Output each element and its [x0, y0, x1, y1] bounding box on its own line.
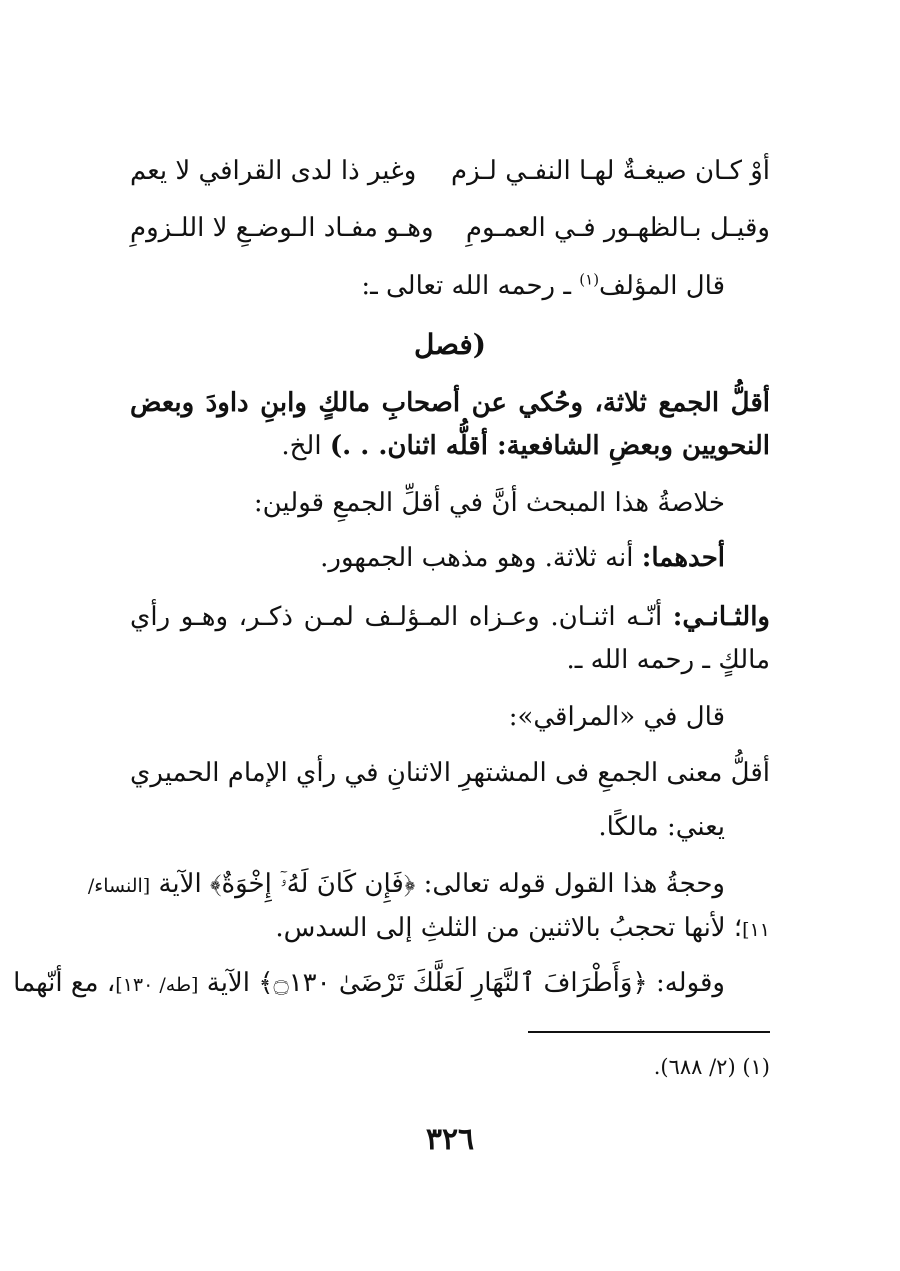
verse-couplet-1 — [130, 151, 770, 191]
proof-line-3 — [13, 963, 725, 1005]
quote-line-2-rest: الخ. — [281, 431, 330, 461]
summary-paragraph: خلاصةُ هذا المبحث أنَّ في أقلِّ الجمعِ قولين: — [253, 488, 725, 518]
quran-ref-nisa: [النساء/ — [87, 875, 151, 897]
quote-line-2 — [130, 426, 770, 466]
quote-line-1: أقلُّ الجمع ثلاثة، وحُكي عن أصحابِ مالكٍ وابنِ داودَ وبعض — [130, 388, 770, 418]
first-opinion-label: أحدهما: — [641, 543, 725, 573]
verse-2-second-hemistich: وهـو مفـاد الـوضـعِ لا اللـزومِ — [130, 213, 434, 243]
quote-line-2-bold: النحويين وبعضِ الشافعية: أقلُّه اثنان. . .) — [329, 431, 770, 461]
section-heading: (فصل — [413, 328, 487, 361]
verse-couplet-3 — [130, 753, 770, 793]
verse-3-second-hemistich: الاثنانِ في رأي الإمام الحميري — [130, 758, 451, 788]
first-opinion — [130, 538, 725, 578]
second-opinion-text: أنّـه اثنـان. وعـزاه المـؤلـف لمـن ذكـر، وهـو رأي — [130, 602, 673, 632]
author-attribution — [130, 266, 725, 306]
proof-line-2-text: ؛ لأنها تحجبُ بالاثنين من الثلثِ إلى السدس. — [275, 913, 743, 943]
footnote-1: (١) (٢/ ٦٨٨). — [653, 1055, 770, 1079]
second-opinion-line-1 — [130, 597, 770, 637]
second-opinion-label: والثـانـي: — [672, 602, 770, 632]
verse-1-first-hemistich: أوْ كـان صيغـةٌ لهـا النفـي لـزم — [451, 156, 770, 186]
author-attribution-blessing: ـ رحمه الله تعالى ـ: — [361, 271, 580, 301]
proof-line-2 — [130, 908, 770, 950]
second-opinion-line-2: مالكٍ ـ رحمه الله ـ. — [566, 645, 770, 675]
maraqi-intro: قال في «المراقي»: — [508, 702, 725, 732]
first-opinion-text: أنه ثلاثة. وهو مذهب الجمهور. — [320, 543, 642, 573]
footnote-separator — [528, 1031, 770, 1033]
author-attribution-text: قال المؤلف — [599, 271, 725, 301]
page-number: ٣٢٦ — [425, 1122, 475, 1157]
proof-line-3-text: وقوله: ﴿وَأَطْرَافَ ٱلنَّهَارِ لَعَلَّكَ تَرْضَىٰ ۝١٣٠﴾ الآية — [198, 968, 725, 998]
quran-ref-taha: [طه/ ١٣٠] — [115, 974, 199, 996]
proof-line-1-text: وحجةُ هذا القول قوله تعالى: ﴿فَإِن كَانَ لَهُۥٓ إِخْوَةٌ﴾ الآية — [150, 869, 725, 899]
verse-3-first-hemistich: أقلُّ معنى الجمعِ فى المشتهرِ — [459, 758, 770, 788]
footnote-ref-1[interactable]: (١) — [579, 270, 600, 289]
yani-line: يعني: مالكًا. — [598, 812, 725, 842]
verse-2-first-hemistich: وقيـل بـالظهـور فـي العمـومِ — [465, 213, 770, 243]
verse-1-second-hemistich: وغير ذا لدى القرافي لا يعم — [130, 156, 417, 186]
quran-ref-nisa-verse: ١١] — [742, 919, 770, 941]
proof-line-1 — [87, 864, 725, 906]
proof-line-3-rest: ، مع أنّهما — [13, 968, 116, 998]
verse-couplet-2 — [130, 208, 770, 248]
